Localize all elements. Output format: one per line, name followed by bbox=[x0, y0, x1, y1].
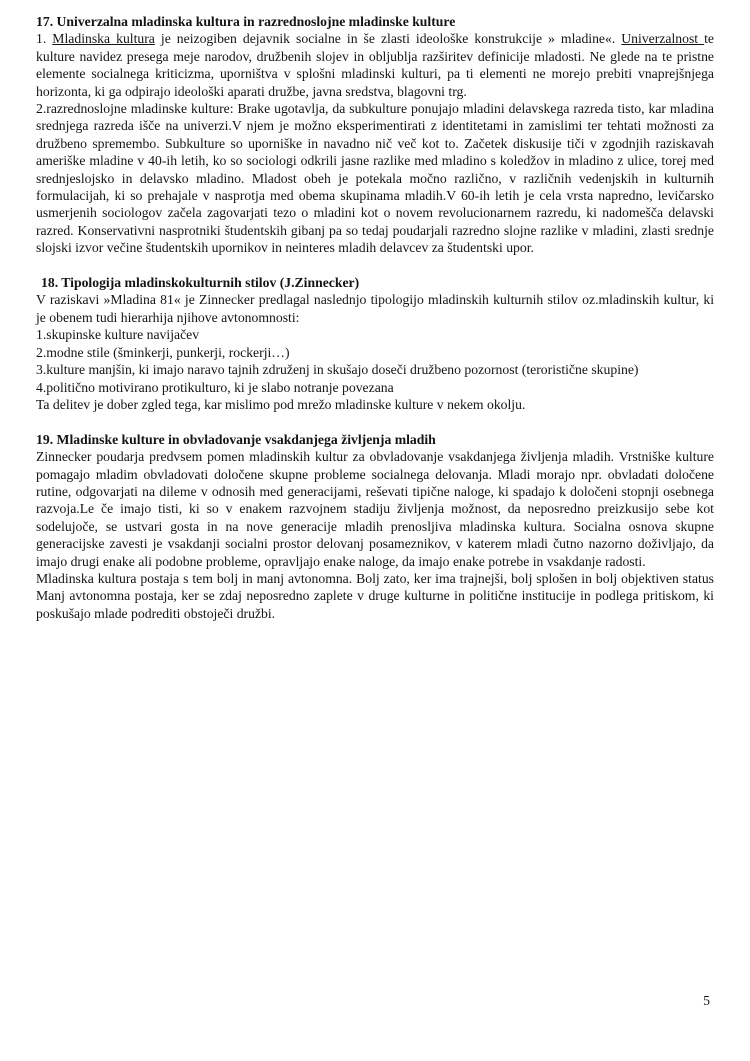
section-18-intro: V raziskavi »Mladina 81« je Zinnecker predlagal naslednjo tipologijo mladinskih kulturnih stilov oz.mladinskih kultur, ki je obenem tudi hierarhija njihove avtonomnosti: bbox=[36, 292, 714, 325]
section-17-paragraph-2: 2.razrednoslojne mladinske kulture: Brake ugotavlja, da subkulture ponujajo mladini delavskega razreda tisto, kar mladina srednjega razreda išče na univerzi.V njem je možno eksperimentirati z identitetami in zamislimi ter tehtati možnosti za družbeno spremembo. Subkulture so uporniške in navadno nič več kot to. Začetek diskusije tiči v zgodnjih raziskavah ameriške mladine v 40-ih letih, ko so sociologi odkrili jasne razlike med mladino s koledžov in mladino z ulice, torej med srednjeslojsko in delavsko mladino. Mladost obeh je potekala močno različno, v različnih vedenjskih in kulturnih formulacijah, ki so prehajale v nasprotja med obema skupinama mladih.V 60-ih letih je cela vrsta napredno, levičarsko usmerjenih sociologov začela zagovarjati tezo o mladini kot o novem revolucionarnem razredu, ki nadomešča delavski razred. Konservativni nasprotniki študentskih gibanj pa so tedaj poudarjali razredno slojne razlike v mladini, zlasti srednje slojski izvor večine študentskih upornikov in neinteres mladih delavcev za študentski upor. bbox=[36, 101, 714, 256]
section-18-outro: Ta delitev je dober zgled tega, kar mislimo pod mrežo mladinske kulture v nekem okolju. bbox=[36, 396, 526, 412]
paragraph-run: je neizogiben dejavnik socialne in še zlasti ideološke konstrukcije » mladine«. bbox=[154, 31, 622, 47]
underlined-term-mladinska-kultura: Mladinska kultura bbox=[52, 31, 155, 47]
section-18-list-item-4: 4.politično motivirano protikulturo, ki je slabo notranje povezana bbox=[36, 379, 394, 395]
page-number: 5 bbox=[703, 993, 710, 1008]
section-18-list-item-2: 2.modne stile (šminkerji, punkerji, rockerji…) bbox=[36, 344, 290, 360]
paragraph-run: 1. bbox=[36, 31, 53, 47]
section-17-paragraph-1 bbox=[36, 30, 714, 100]
section-19 bbox=[36, 431, 714, 622]
section-18 bbox=[36, 274, 714, 413]
blank-line bbox=[36, 413, 714, 430]
section-19-paragraph-1: Zinnecker poudarja predvsem pomen mladinskih kultur za obvladovanje vsakdanjega življenja mladih. Vrstniške kulture pomagajo mladim obvladovati določene skupne probleme socialnega delovanja. Mladi morajo npr. obvladati določene rutine, odgovarjati na dileme v odnosih med generacijami, reševati tipične naloge, ki spadajo k določeni stopnji osebnega razvoja.Le če imajo tisti, ki so v enakem razvojnem stadiju življenja možnost, da neposredno preizkusijo sebe kot sodelujoče, se ustvari gosta in na nove generacije mladih prenosljiva mladinska kultura. Socialna osnova skupne generacijske zavesti je vsakdanji socialni prostor delovanj posameznikov, v katerem mladi čutno nazorno doživljajo, da imajo drugi enake ali podobne probleme, opravljajo enake naloge, da imajo enake potrebe in vsakdanje radosti. bbox=[36, 449, 714, 569]
section-18-heading: 18. Tipologija mladinskokulturnih stilov (J.Zinnecker) bbox=[41, 275, 360, 291]
section-18-list-item-3: 3.kulture manjšin, ki imajo naravo tajnih združenj in skušajo doseči družbeno pozornost (teroristične skupine) bbox=[36, 362, 639, 378]
blank-line bbox=[36, 257, 714, 274]
paragraph-run: te kulture navidez presega meje narodov, družbenih slojev in obljublja razširitev definicije mladosti. Ne glede na te pristne elemente socialnega kriticizma, uporništva v splošni mladinski kulturi, pa ti elementi ne morejo prebiti vnaprejšnjega horizonta, ki ga odpirajo ideološki aparati družbe, javna sredstva, blagovni trg. bbox=[36, 31, 714, 99]
underlined-term-univerzalnost: Univerzalnost bbox=[621, 31, 705, 47]
section-17-heading: 17. Univerzalna mladinska kultura in razrednoslojne mladinske kulture bbox=[36, 14, 456, 29]
section-19-heading: 19. Mladinske kulture in obvladovanje vsakdanjega življenja mladih bbox=[36, 431, 436, 447]
section-17 bbox=[36, 13, 714, 257]
section-18-list-item-1: 1.skupinske kulture navijačev bbox=[36, 327, 200, 343]
section-19-paragraph-2: Mladinska kultura postaja s tem bolj in manj avtonomna. Bolj zato, ker ima trajnejši, bolj splošen in bolj objektiven status Manj avtonomna postaja, ker se zdaj neposredno zaplete v druge kulturne in politične institucije in podlega pritiskom, ki poskušajo mlade podrediti obstoječi družbi. bbox=[36, 570, 714, 621]
